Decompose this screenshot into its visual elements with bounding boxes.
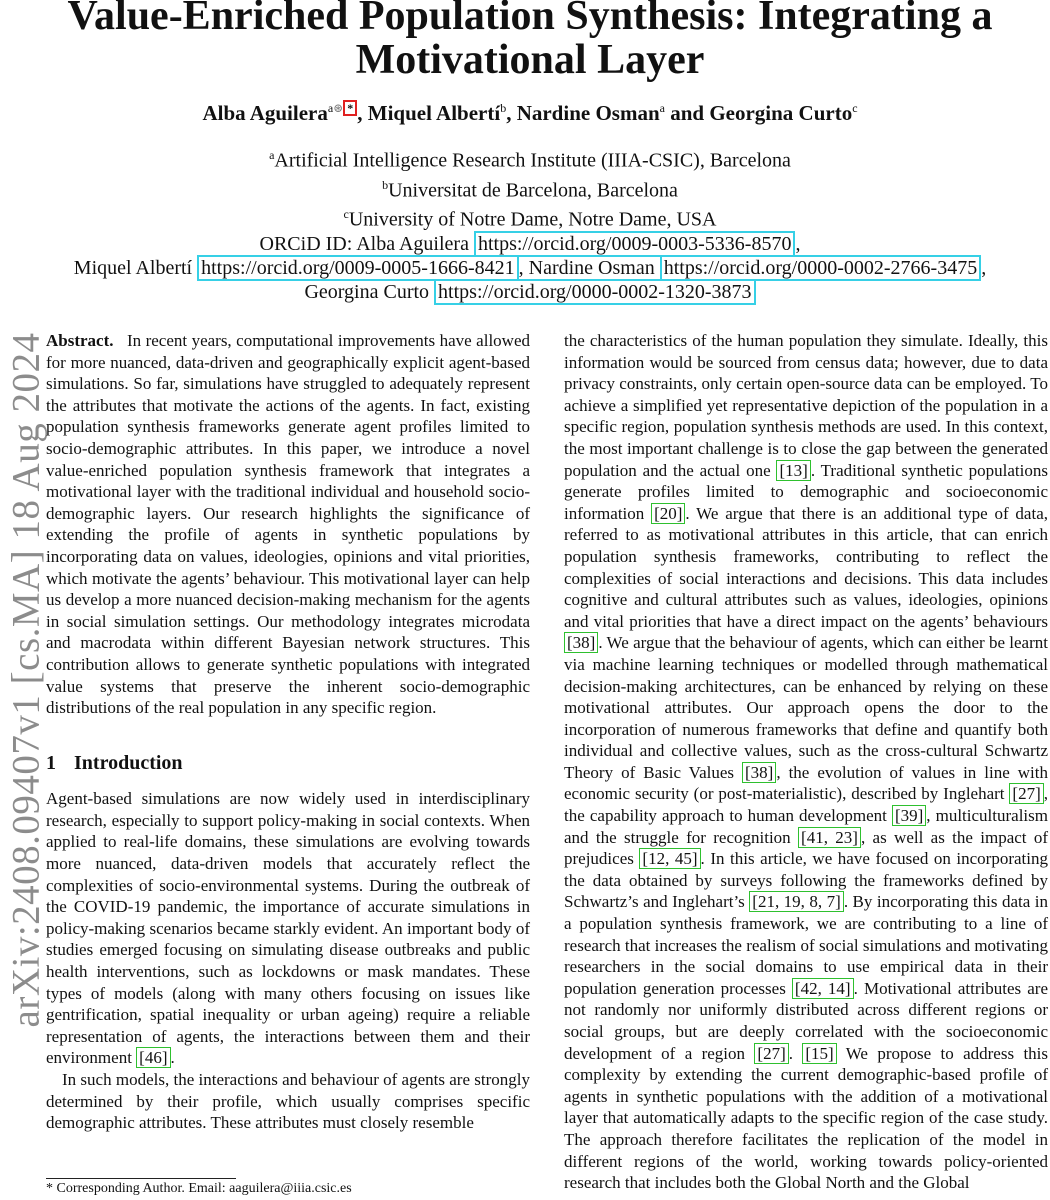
affiliation-b: $^b$Universitat de Barcelona, Barcelona (382, 177, 678, 202)
footnote: * Corresponding Author. Email: aaguilera@iiia.csic.es (46, 1181, 352, 1196)
orcid-line-3: Georgina Curto https://orcid.org/0000-0002-1320-3873 (40, 280, 1020, 304)
orcid-link[interactable]: https://orcid.org/0009-0005-1666-8421 (197, 255, 519, 281)
citation-link[interactable]: [27] (1009, 783, 1043, 804)
abstract-text: In recent years, computational improvements have allowed for more nuanced, data-driven and geographically explicit agent-based simulations. So far, simulations have struggled to adequately represent the attributes that motivate the actions of the agents. In fact, existing population synthesis frameworks generate agent profiles limited to socio-demographic attributes. In this paper, we introduce a novel value-enriched population synthesis framework that integrates a motivational layer with the traditional individual and household socio-demographic layers. Our research highlights the significance of extending the profile of agents in synthetic populations by incorporating data on values, ideologies, opinions and vital priorities, which motivate the agents’ behaviour. This motivational layer can help us develop a more nuanced decision-making mechanism for the agents in social simulation settings. Our methodology integrates microdata and macrodata within different Bayesian network structures. This contribution allows to generate synthetic populations with integrated value systems that preserve the inherent socio-demographic distributions of the real population in any specific region. (46, 331, 530, 718)
intro-paragraph-1: Agent-based simulations are now widely used in interdisciplinary research, especially to support policy-making in social contexts. When applied to real-life domains, these simulations are evolving towards more nuanced, data-driven models that accurately reflect the complexities of socio-environmental systems. During the outbreak of the COVID-19 pandemic, the importance of accurate simulations in policy-making scenarios became starkly evident. An important body of studies emerged focusing on simulating disease outbreaks and public health interventions, such as lockdowns or mask mandates. These types of models (along with many others focusing on issues like gentrification, spatial inequality or urban ageing) require a reliable representation of agents, the interactions between them and their environment [46] . (46, 789, 530, 1068)
citation-link[interactable]: [41, 23] (798, 827, 861, 848)
citation-link[interactable]: [15] (802, 1043, 836, 1064)
footnote-divider (46, 1178, 236, 1179)
orcid-link[interactable]: https://orcid.org/0000-0002-1320-3873 (434, 279, 756, 305)
left-column (46, 330, 530, 1134)
author-name: Nardine Osman (516, 101, 660, 125)
affil-mark: c (852, 101, 858, 115)
orcid-link[interactable]: https://orcid.org/0009-0003-5336-8570 (474, 231, 796, 257)
affil-mark: a (659, 101, 665, 115)
abstract-label: Abstract. (46, 331, 114, 350)
arxiv-id: arXiv:2408.09407v1 [cs.MA] 18 Aug 2024 (4, 332, 48, 1028)
author-list: Alba Aguilera$^{a⊛}$ * , Miquel Albertí$^b$, Nardine Osman$^a$ and Georgina Curto$^c$ (202, 101, 858, 125)
citation-link[interactable]: [12, 45] (639, 848, 700, 869)
paper-title: Value-Enriched Population Synthesis: Integrating a Motivational Layer (67, 0, 993, 83)
orcid-line-2: Miquel Albertí https://orcid.org/0009-0005-1666-8421 , Nardine Osman https://orcid.org/0000-0002-2766-3475 , (73, 256, 987, 279)
citation-link[interactable]: [39] (892, 805, 926, 826)
author-conjunction: and (670, 101, 705, 125)
affiliation-c: $^c$University of Notre Dame, Notre Dame, USA (343, 207, 717, 231)
citation-link[interactable]: [13] (776, 460, 810, 481)
orcid-line-1: ORCiD ID: Alba Aguilera https://orcid.org/0009-0003-5336-8570 , (259, 232, 801, 255)
citation-link[interactable]: [42, 14] (792, 978, 854, 999)
orcid-icon[interactable]: ⊛ (333, 101, 344, 115)
author-name: Alba Aguilera (202, 101, 328, 125)
affiliation-a: $^a$Artificial Intelligence Research Institute (IIIA-CSIC), Barcelona (269, 148, 791, 172)
intro-paragraph-2: In such models, the interactions and behaviour of agents are strongly determined by their profile, which usually comprises specific demographic attributes. These attributes must closely resemble (46, 1070, 530, 1133)
section-heading: 1 Introduction (46, 751, 183, 774)
citation-link[interactable]: [21, 19, 8, 7] (749, 891, 844, 912)
citation-link[interactable]: [20] (651, 503, 685, 524)
corresponding-author-link[interactable]: * (343, 100, 357, 116)
affiliations (40, 143, 1020, 304)
author-name: Miquel Albertí (367, 101, 501, 125)
affil-mark: b (500, 101, 507, 115)
citation-link[interactable]: [38] (564, 632, 598, 653)
citation-link[interactable]: [38] (742, 762, 776, 783)
abstract (46, 330, 530, 719)
right-column (564, 330, 1048, 1194)
author-name: Georgina Curto (709, 101, 853, 125)
citation-link[interactable]: [27] (754, 1043, 788, 1064)
citation-link[interactable]: [46] (136, 1047, 170, 1068)
affil-mark: a (327, 101, 334, 115)
orcid-link[interactable]: https://orcid.org/0000-0002-2766-3475 (660, 255, 982, 281)
intro-paragraph-continued: the characteristics of the human population they simulate. Ideally, this information would be sourced from census data; however, due to data privacy constraints, only certain open-source data can be employed. To achieve a simplified yet representative depiction of the population in a specific region, population synthesis methods are used. In this context, the most important challenge is to close the gap between the generated population and the actual one [13] . Traditional synthetic populations generate profiles limited to demographic and socioeconomic information [20] . We argue that there is an additional type of data, referred to as motivational attributes in this article, that can enrich population synthesis frameworks, contributing to reflect the complexities of social interactions and decisions. This data includes cognitive and cultural attributes such as values, ideologies, opinions and vital priorities that have a direct impact on the agents’ behaviours [38] . We argue that the behaviour of agents, which can either be learnt via machine learning techniques or modelled through mathematical decision-making architectures, can be enhanced by relying on these motivational attributes. Our approach opens the door to the incorporation of numerous frameworks that define and quantify both individual and collective values, such as the cross-cultural Schwartz Theory of Basic Values [38] , the evolution of values in line with economic security (or post-materialistic), described by Inglehart [27] , the capability approach to human development [39] , multiculturalism and the struggle for recognition [41, 23] , as well as the impact of prejudices [12, 45] . In this article, we have focused on incorporating the data obtained by surveys following the frameworks defined by Schwartz’s and Inglehart’s [21, 19, 8, 7] . By incorporating this data in a population synthesis framework, we are contributing to a line of research that increases the realism of social simulations and motivating researchers in the social domains to use empirical data in their population generation processes [42, 14] . Motivational attributes are not randomly nor uniformly distributed across different regions or social groups, but are deeply correlated with the socioeconomic development of a region [27] . [15] We propose to address this complexity by extending the current demographic-based profile of agents in synthetic populations with the addition of a motivational layer that automatically adapts to the specific region of the case study. The approach therefore facilitates the replication of the model in different regions of the world, working towards policy-oriented research that includes both the Global North and the Global (564, 331, 1049, 1193)
